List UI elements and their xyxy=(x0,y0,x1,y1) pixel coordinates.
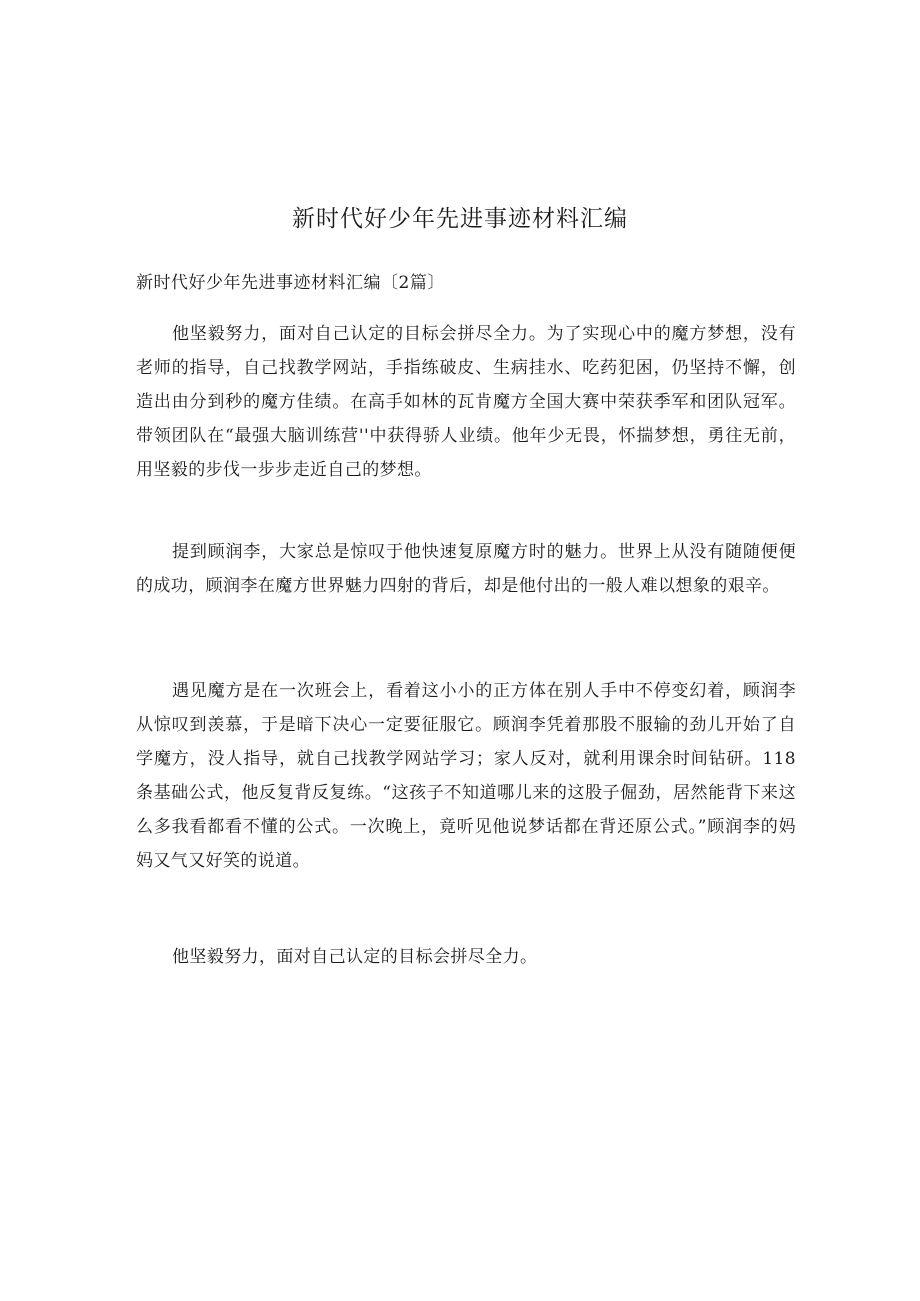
paragraph-4: 他坚毅努力，面对自己认定的目标会拼尽全力。 xyxy=(172,947,538,967)
paragraph-1: 他坚毅努力，面对自己认定的目标会拼尽全力。为了实现心中的魔方梦想，没有老师的指导，自己找教学网站，手指练破皮、生病挂水、吃药犯困，仍坚持不懈，创造出由分到秒的魔方佳绩。在高手如林的瓦肯魔方全国大赛中荣获季军和团队冠军。带领团队在“最强大脑训练营''中获得骄人业绩。他年少无畏，怀揣梦想，勇往无前，用坚毅的步伐一步步走近自己的梦想。 xyxy=(136,324,796,480)
paragraph-3: 遇见魔方是在一次班会上，看着这小小的正方体在别人手中不停变幻着，顾润李从惊叹到羡慕，于是暗下决心一定要征服它。顾润李凭着那股不服输的劲儿开始了自学魔方，没人指导，就自己找教学网站学习；家人反对，就利用课余时间钻研。118条基础公式，他反复背反复练。“这孩子不知道哪儿来的这股子倔劲，居然能背下来这么多我看都看不懂的公式。一次晚上，竟听见他说梦话都在背还原公式。”顾润李的妈妈又气又好笑的说道。 xyxy=(136,681,796,871)
paragraph-2: 提到顾润李，大家总是惊叹于他快速复原魔方时的魅力。世界上从没有随随便便的成功，顾润李在魔方世界魅力四射的背后，却是他付出的一般人难以想象的艰辛。 xyxy=(136,542,796,596)
document-title: 新时代好少年先进事迹材料汇编 xyxy=(292,206,628,232)
document-subtitle: 新时代好少年先进事迹材料汇编〔2篇〕 xyxy=(136,273,445,293)
